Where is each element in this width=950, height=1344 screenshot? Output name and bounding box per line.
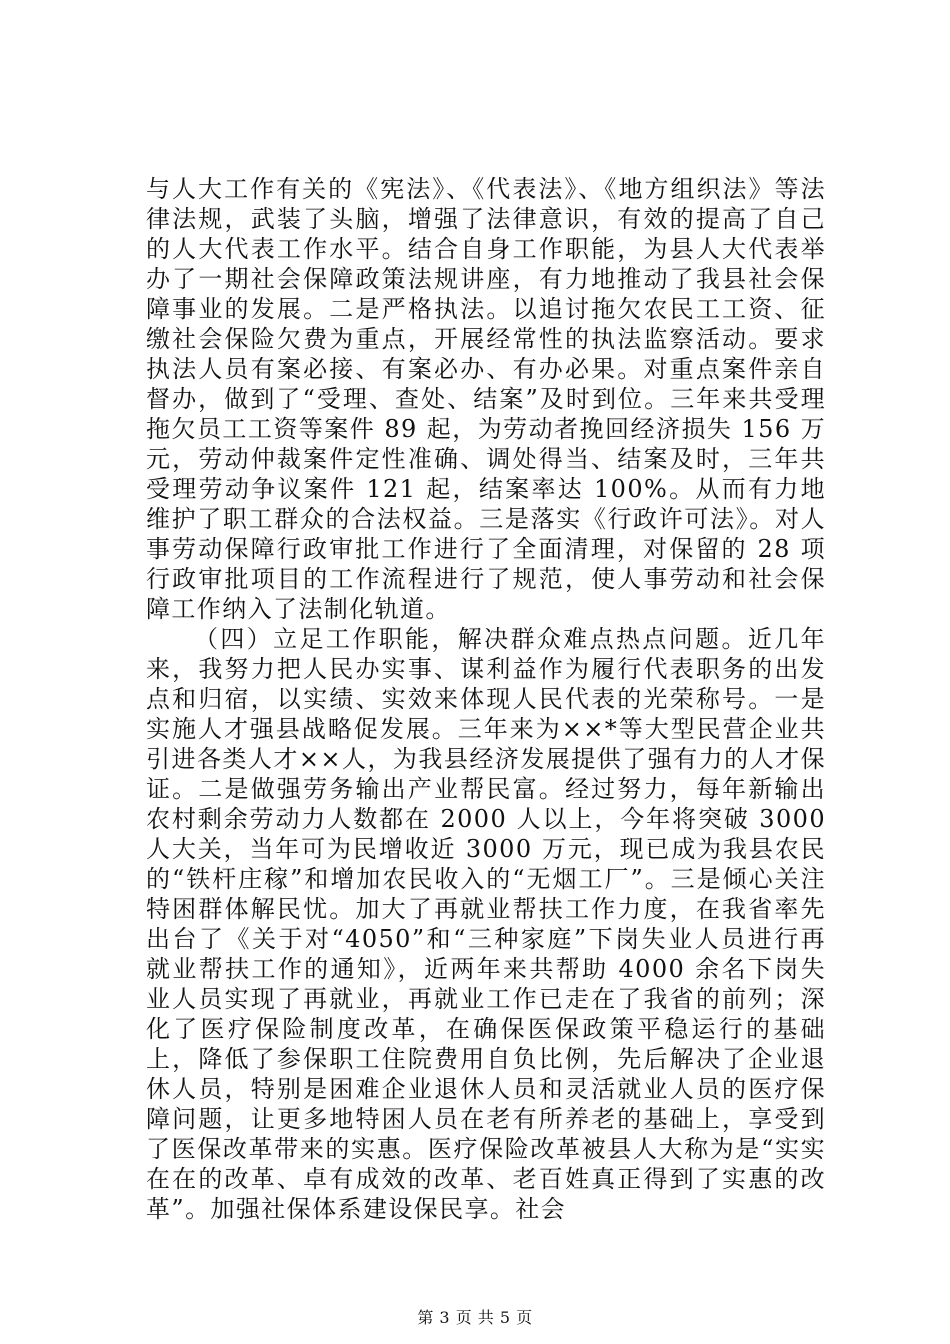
paragraph-1: 与人大工作有关的《宪法》、《代表法》、《地方组织法》等法律法规，武装了头脑，增强了法律意识，有效的提高了自己的人大代表工作水平。结合自身工作职能，为县人大代表举办了一期社会保障政策法规讲座，有力地推动了我县社会保障事业的发展。二是严格执法。以追讨拖欠农民工工资、征缴社会保险欠费为重点，开展经常性的执法监察活动。要求执法人员有案必接、有案必办、有办必果。对重点案件亲自督办，做到了“受理、查处、结案”及时到位。三年来共受理拖欠员工工资等案件 89 起，为劳动者挽回经济损失 156 万元，劳动仲裁案件定性准确、调处得当、结案及时，三年共受理劳动争议案件 121 起，结案率达 100%。从而有力地维护了职工群众的合法权益。三是落实《行政许可法》。对人事劳动保障行政审批工作进行了全面清理，对保留的 28 项行政审批项目的工作流程进行了规范，使人事劳动和社会保障工作纳入了法制化轨道。 xyxy=(146,175,826,623)
document-body xyxy=(146,174,836,1224)
paragraph-2: （四）立足工作职能，解决群众难点热点问题。近几年来，我努力把人民办实事、谋利益作为履行代表职务的出发点和归宿，以实绩、实效来体现人民代表的光荣称号。一是实施人才强县战略促发展。三年来为××*等大型民营企业共引进各类人才××人，为我县经济发展提供了强有力的人才保证。二是做强劳务输出产业帮民富。经过努力，每年新输出农村剩余劳动力人数都在 2000 人以上，今年将突破 3000 人大关，当年可为民增收近 3000 万元，现已成为我县农民的“铁杆庄稼”和增加农民收入的“无烟工厂”。三是倾心关注特困群体解民忧。加大了再就业帮扶工作力度，在我省率先出台了《关于对“4050”和“三种家庭”下岗失业人员进行再就业帮扶工作的通知》，近两年来共帮助 4000 余名下岗失业人员实现了再就业，再就业工作已走在了我省的前列；深化了医疗保险制度改革，在确保医保政策平稳运行的基础上，降低了参保职工住院费用自负比例，先后解决了企业退休人员，特别是困难企业退休人员和灵活就业人员的医疗保障问题，让更多地特困人员在老有所养老的基础上，享受到了医保改革带来的实惠。医疗保险改革被县人大称为是“实实在在的改革、卓有成效的改革、老百姓真正得到了实惠的改革”。加强社保体系建设保民享。社会 xyxy=(146,625,836,1223)
page-footer: 第 3 页 共 5 页 xyxy=(417,1308,533,1327)
